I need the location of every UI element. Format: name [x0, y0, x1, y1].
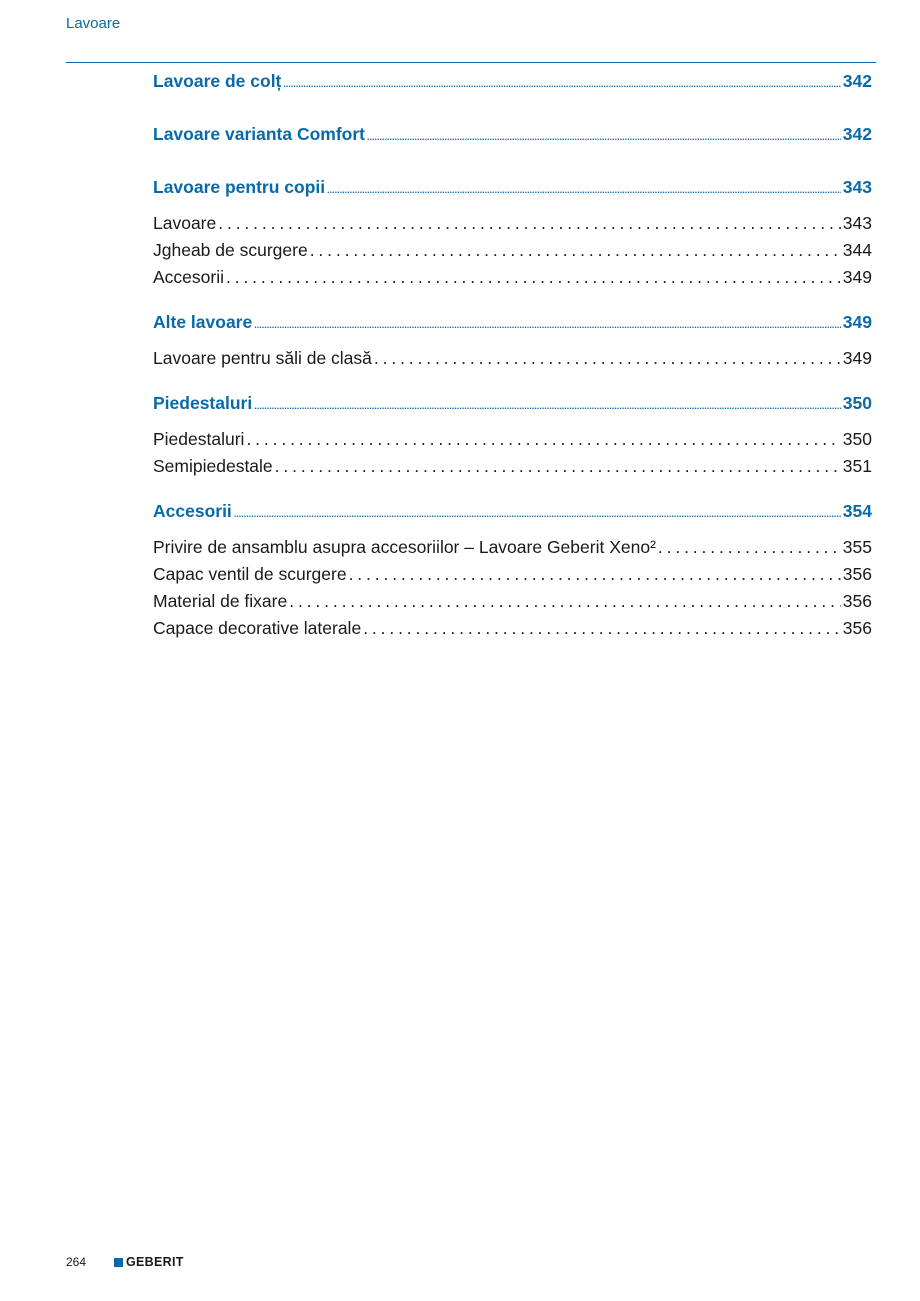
toc-item[interactable] [153, 615, 872, 642]
toc-section[interactable] [153, 174, 872, 201]
toc-item-page: 343 [842, 213, 872, 233]
toc-item-page: 356 [842, 591, 872, 611]
toc-item-title: Privire de ansamblu asupra accesoriilor – Lavoare Geberit Xeno² [153, 537, 656, 557]
toc-item-page: 351 [842, 456, 872, 476]
toc-section-page: 343 [842, 177, 872, 197]
dot-leader [374, 345, 841, 372]
toc-section-title: Accesorii [153, 501, 232, 521]
dot-leader [218, 210, 841, 237]
dot-leader [226, 264, 841, 291]
toc-section-page: 342 [842, 71, 872, 91]
toc-section-page: 349 [842, 312, 872, 332]
toc-item-page: 356 [842, 564, 872, 584]
toc-item-page: 349 [842, 267, 872, 287]
toc-item-page: 344 [842, 240, 872, 260]
dot-leader [289, 588, 841, 615]
toc-item[interactable] [153, 588, 872, 615]
toc-section[interactable] [153, 68, 872, 95]
dot-leader [363, 615, 841, 642]
table-of-contents [153, 68, 872, 642]
toc-section-page: 354 [842, 501, 872, 521]
dot-leader [658, 534, 841, 561]
toc-item[interactable] [153, 426, 872, 453]
dot-leader [349, 561, 841, 588]
toc-item-page: 356 [842, 618, 872, 638]
dot-leader [310, 237, 841, 264]
dot-leader [275, 453, 841, 480]
toc-section-page: 342 [842, 124, 872, 144]
toc-section[interactable] [153, 309, 872, 336]
toc-section-title: Lavoare varianta Comfort [153, 124, 366, 144]
toc-section-title: Lavoare pentru copii [153, 177, 326, 197]
toc-section-title: Lavoare de colț [153, 71, 282, 91]
toc-item-page: 349 [842, 348, 872, 368]
toc-section[interactable] [153, 498, 872, 525]
dot-leader [246, 426, 840, 453]
toc-item[interactable] [153, 453, 872, 480]
toc-section[interactable] [153, 121, 872, 148]
toc-item-title: Material de fixare [153, 591, 288, 611]
toc-item-title: Capac ventil de scurgere [153, 564, 347, 584]
toc-section-page: 350 [842, 393, 872, 413]
page-number: 264 [66, 1255, 87, 1269]
running-header: Lavoare [66, 15, 121, 32]
toc-item-title: Lavoare [153, 213, 217, 233]
toc-section[interactable] [153, 390, 872, 417]
toc-section-title: Piedestaluri [153, 393, 253, 413]
toc-item[interactable] [153, 534, 872, 561]
toc-item[interactable] [153, 264, 872, 291]
dot-leader [367, 121, 841, 151]
toc-item-title: Capace decorative laterale [153, 618, 362, 638]
header-divider [66, 62, 876, 63]
toc-item-page: 355 [842, 537, 872, 557]
toc-item[interactable] [153, 210, 872, 237]
toc-item[interactable] [153, 345, 872, 372]
toc-item-page: 350 [842, 429, 872, 449]
toc-item-title: Jgheab de scurgere [153, 240, 308, 260]
toc-item-title: Accesorii [153, 267, 224, 287]
dot-leader [283, 68, 840, 98]
dot-leader [254, 309, 841, 339]
dot-leader [254, 390, 841, 420]
logo-square-icon [114, 1258, 123, 1267]
dot-leader [327, 174, 841, 204]
toc-item-title: Semipiedestale [153, 456, 273, 476]
toc-item-title: Piedestaluri [153, 429, 245, 449]
toc-item[interactable] [153, 237, 872, 264]
toc-item[interactable] [153, 561, 872, 588]
toc-item-title: Lavoare pentru săli de clasă [153, 348, 372, 368]
toc-section-title: Alte lavoare [153, 312, 253, 332]
brand-name: GEBERIT [126, 1255, 184, 1269]
dot-leader [234, 498, 841, 528]
brand-logo [114, 1255, 184, 1269]
